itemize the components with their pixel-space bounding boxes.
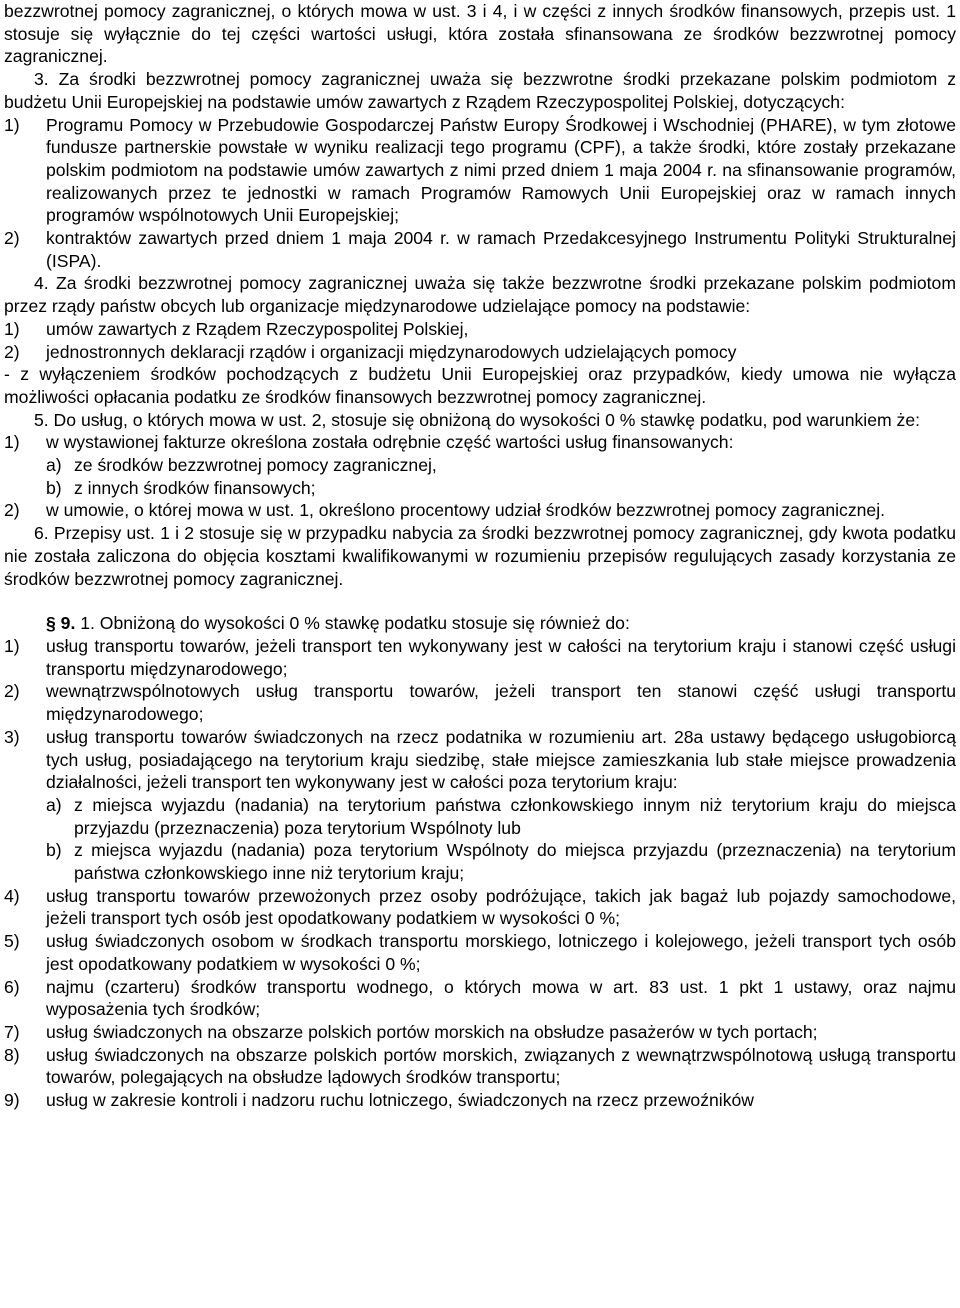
section-9-label: § 9. <box>46 613 76 634</box>
list-item <box>4 227 956 272</box>
list-item <box>4 499 956 522</box>
list-item-number: 1) <box>4 114 20 135</box>
sub-list-item-text: ze środków bezzwrotnej pomocy zagranicznej, <box>74 455 437 476</box>
section-gap <box>4 590 956 612</box>
list-item <box>4 1021 956 1044</box>
list-item-text: usług świadczonych na obszarze polskich portów morskich, związanych z wewnątrzwspólnotową usługą transportu towarów, polegających na obsłudze lądowych środków transportu; <box>46 1044 956 1088</box>
list-item-text: Programu Pomocy w Przebudowie Gospodarczej Państw Europy Środkowej i Wschodniej (PHARE), w tym złotowe fundusze partnerskie powstałe w wyniku realizacji tego programu (CPF), a także środki, które zostały przekazane polskim podmiotom na podstawie umów zawartych z nimi przed dniem 1 maja 2004 r. na sfinansowanie programów, realizowanych przez te jednostki w ramach Programów Ramowych Unii Europejskiej oraz w ramach innych programów wspólnotowych Unii Europejskiej; <box>46 114 956 226</box>
list-item-text: wewnątrzwspólnotowych usług transportu towarów, jeżeli transport ten stanowi część usługi transportu międzynarodowego; <box>46 681 956 725</box>
list-item-text: usług transportu towarów świadczonych na rzecz podatnika w rozumieniu art. 28a ustawy będącego usługobiorcą tych usług, posiadającego na terytorium kraju siedzibę, stałe miejsce zamieszkania lub stałe miejsce prowadzenia działalności, jeżeli transport ten wykonywany jest w całości poza terytorium kraju: <box>46 726 956 793</box>
sub-list-item <box>4 477 956 500</box>
list-item-text: jednostronnych deklaracji rządów i organizacji międzynarodowych udzielających pomocy <box>46 341 737 362</box>
list-item-text: usług transportu towarów, jeżeli transport ten wykonywany jest w całości na terytorium kraju i stanowi część usługi transportu międzynarodowego; <box>46 635 956 679</box>
list-item-text: w umowie, o której mowa w ust. 1, określono procentowy udział środków bezzwrotnej pomocy zagranicznej. <box>46 500 886 521</box>
paragraph-3: 3. Za środki bezzwrotnej pomocy zagranicznej uważa się bezzwrotne środki przekazane polskim podmiotom z budżetu Unii Europejskiej na podstawie umów zawartych z Rządem Rzeczypospolitej Polskiej, dotyczących: <box>4 69 956 112</box>
list-item <box>4 635 956 680</box>
list-item <box>4 341 956 364</box>
list-item-number: 1) <box>4 635 20 656</box>
paragraph-4-tail: - z wyłączeniem środków pochodzących z budżetu Unii Europejskiej oraz przypadków, kiedy umowa nie wyłącza możliwości opłacania podatku ze środków finansowych bezzwrotnej pomocy zagranicznej. <box>4 364 956 407</box>
list-item-number: 2) <box>4 500 20 521</box>
list-item-text: usług świadczonych na obszarze polskich portów morskich na obsłudze pasażerów w tych portach; <box>46 1021 818 1042</box>
section-9-list <box>4 635 956 1112</box>
list-item-number: 1) <box>4 432 20 453</box>
sub-list-item-text: z miejsca wyjazdu (nadania) na terytorium państwa członkowskiego innym niż terytorium kraju do miejsca przyjazdu (przeznaczenia) poza terytorium Wspólnoty lub <box>74 794 956 838</box>
list-item-number: 4) <box>4 885 20 906</box>
sub-list-item-text: z innych środków finansowych; <box>74 477 316 498</box>
section-9-heading <box>4 612 956 635</box>
list-item <box>4 976 956 1021</box>
sub-list-item-letter: b) <box>46 840 62 861</box>
sub-list-item <box>4 454 956 477</box>
paragraph-4-list <box>4 318 956 363</box>
list-item-number: 3) <box>4 726 20 747</box>
list-item-number: 8) <box>4 1044 20 1065</box>
list-item-text: usług transportu towarów przewożonych przez osoby podróżujące, takich jak bagaż lub pojazdy samochodowe, jeżeli transport tych osób jest opodatkowany podatkiem w wysokości 0 %; <box>46 885 956 929</box>
sub-list-item-text: z miejsca wyjazdu (nadania) poza terytorium Wspólnoty do miejsca przyjazdu (przeznaczenia) na terytorium państwa członkowskiego inne niż terytorium kraju; <box>74 840 956 884</box>
sub-list-item-letter: a) <box>46 794 62 815</box>
list-item-number: 2) <box>4 228 20 249</box>
list-item-number: 7) <box>4 1021 20 1042</box>
list-item <box>4 930 956 975</box>
list-item-number: 6) <box>4 976 20 997</box>
paragraph-3-list <box>4 114 956 273</box>
list-item-text: umów zawartych z Rządem Rzeczypospolitej Polskiej, <box>46 318 469 339</box>
paragraph-continuation: bezzwrotnej pomocy zagranicznej, o których mowa w ust. 3 i 4, i w części z innych środków finansowych, przepis ust. 1 stosuje się wyłącznie do tej części wartości usługi, która została sfinansowana ze środków bezzwrotnej pomocy zagranicznej. <box>4 1 956 67</box>
list-item-text: w wystawionej fakturze określona została odrębnie część wartości usług finansowanych: <box>46 432 734 453</box>
list-item <box>4 318 956 341</box>
list-item <box>4 431 956 454</box>
list-item <box>4 726 956 794</box>
paragraph-5: 5. Do usług, o których mowa w ust. 2, stosuje się obniżoną do wysokości 0 % stawkę podatku, pod warunkiem że: <box>34 409 920 430</box>
sub-list-item-letter: b) <box>46 477 62 498</box>
paragraph-6: 6. Przepisy ust. 1 i 2 stosuje się w przypadku nabycia za środki bezzwrotnej pomocy zagranicznej, gdy kwota podatku nie została zaliczona do objęcia kosztami kwalifikowanymi w rozumieniu przepisów regulujących zasady korzystania ze środków bezzwrotnej pomocy zagranicznej. <box>4 523 956 589</box>
list-item <box>4 680 956 725</box>
sub-list-item <box>4 794 956 839</box>
list-item-number: 2) <box>4 681 20 702</box>
list-item <box>4 885 956 930</box>
list-item-text: kontraktów zawartych przed dniem 1 maja 2004 r. w ramach Przedakcesyjnego Instrumentu Polityki Strukturalnej (ISPA). <box>46 228 956 271</box>
list-item <box>4 1044 956 1089</box>
list-item <box>4 114 956 228</box>
sub-list-item-letter: a) <box>46 455 62 476</box>
list-item-number: 1) <box>4 318 20 339</box>
list-item-text: najmu (czarteru) środków transportu wodnego, o których mowa w art. 83 ust. 1 pkt 1 ustawy, oraz najmu wyposażenia tych środków; <box>46 976 956 1020</box>
sub-list-item <box>4 839 956 884</box>
document-page <box>4 0 956 1112</box>
list-item-text: usług w zakresie kontroli i nadzoru ruchu lotniczego, świadczonych na rzecz przewoźników <box>46 1090 754 1111</box>
paragraph-4: 4. Za środki bezzwrotnej pomocy zagranicznej uważa się także bezzwrotne środki przekazane polskim podmiotom przez rządy państw obcych lub organizacje międzynarodowe udzielające pomocy na podstawie: <box>4 273 956 317</box>
list-item-number: 9) <box>4 1090 20 1111</box>
list-item-text: usług świadczonych osobom w środkach transportu morskiego, lotniczego i kolejowego, jeżeli transport tych osób jest opodatkowany podatkiem w wysokości 0 %; <box>46 931 956 974</box>
section-9-intro: 1. Obniżoną do wysokości 0 % stawkę podatku stosuje się również do: <box>80 613 630 634</box>
list-item <box>4 1089 956 1112</box>
list-item-number: 5) <box>4 931 20 952</box>
list-item-number: 2) <box>4 341 20 362</box>
